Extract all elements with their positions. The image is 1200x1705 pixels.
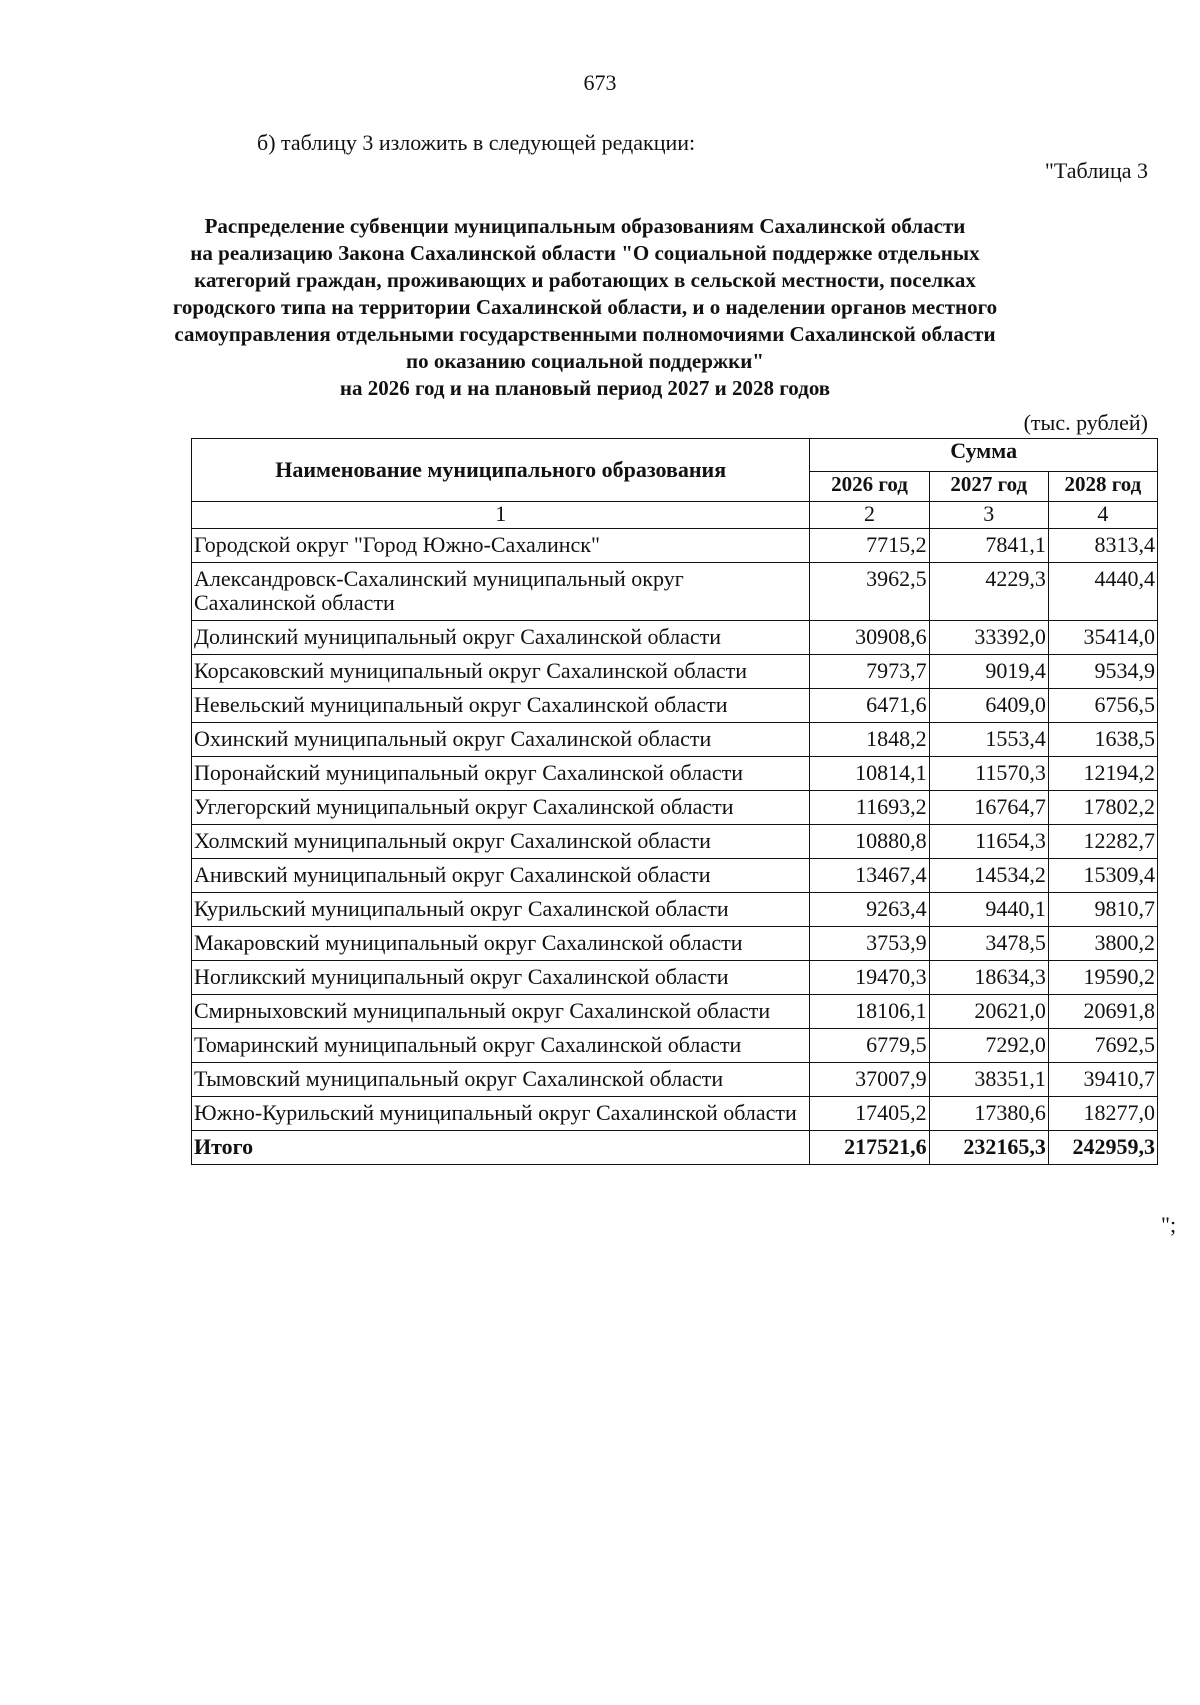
- value-2026: 7973,7: [810, 655, 929, 689]
- header-year-2027: 2027 год: [929, 471, 1048, 501]
- value-2028: 8313,4: [1048, 529, 1157, 563]
- value-2028: 35414,0: [1048, 621, 1157, 655]
- value-2027: 38351,1: [929, 1063, 1048, 1097]
- table-row: [192, 563, 1158, 621]
- total-2028: 242959,3: [1048, 1131, 1157, 1165]
- value-2026: 3753,9: [810, 927, 929, 961]
- header-sum: Сумма: [810, 439, 1158, 472]
- title-line: на 2026 год и на плановый период 2027 и 2028 годов: [339, 376, 831, 400]
- value-2026: 30908,6: [810, 621, 929, 655]
- value-2026: 18106,1: [810, 995, 929, 1029]
- table-row: [192, 529, 1158, 563]
- value-2028: 39410,7: [1048, 1063, 1157, 1097]
- table-row: [192, 791, 1158, 825]
- municipality-name: Углегорский муниципальный округ Сахалинской области: [192, 791, 810, 825]
- value-2028: 9810,7: [1048, 893, 1157, 927]
- value-2027: 11654,3: [929, 825, 1048, 859]
- value-2027: 11570,3: [929, 757, 1048, 791]
- value-2026: 6779,5: [810, 1029, 929, 1063]
- value-2026: 13467,4: [810, 859, 929, 893]
- column-number: 4: [1048, 502, 1157, 529]
- table-row: [192, 1097, 1158, 1131]
- municipality-name: Томаринский муниципальный округ Сахалинской области: [192, 1029, 810, 1063]
- value-2026: 1848,2: [810, 723, 929, 757]
- title-line: по оказанию социальной поддержки": [406, 349, 764, 373]
- table-row: [192, 757, 1158, 791]
- table-row: [192, 859, 1158, 893]
- value-2028: 9534,9: [1048, 655, 1157, 689]
- total-2026: 217521,6: [810, 1131, 929, 1165]
- table-row: [192, 723, 1158, 757]
- total-label: Итого: [192, 1131, 810, 1165]
- municipality-name: Анивский муниципальный округ Сахалинской области: [192, 859, 810, 893]
- value-2028: 12282,7: [1048, 825, 1157, 859]
- value-2028: 3800,2: [1048, 927, 1157, 961]
- table-label: "Таблица 3: [1044, 158, 1148, 183]
- value-2027: 4229,3: [929, 563, 1048, 621]
- title-line: городского типа на территории Сахалинской области, и о наделении органов местного: [172, 295, 998, 319]
- municipality-name: Корсаковский муниципальный округ Сахалинской области: [192, 655, 810, 689]
- value-2028: 20691,8: [1048, 995, 1157, 1029]
- value-2027: 18634,3: [929, 961, 1048, 995]
- table-row: [192, 825, 1158, 859]
- intro-text: б) таблицу 3 изложить в следующей редакции:: [257, 130, 696, 155]
- municipality-name: Невельский муниципальный округ Сахалинской области: [192, 689, 810, 723]
- total-2027: 232165,3: [929, 1131, 1048, 1165]
- value-2028: 15309,4: [1048, 859, 1157, 893]
- title-line: на реализацию Закона Сахалинской области "О социальной поддержке отдельных: [190, 241, 980, 265]
- value-2028: 12194,2: [1048, 757, 1157, 791]
- value-2026: 9263,4: [810, 893, 929, 927]
- municipality-name: Охинский муниципальный округ Сахалинской области: [192, 723, 810, 757]
- value-2027: 9019,4: [929, 655, 1048, 689]
- value-2027: 16764,7: [929, 791, 1048, 825]
- value-2026: 11693,2: [810, 791, 929, 825]
- value-2027: 7841,1: [929, 529, 1048, 563]
- value-2028: 4440,4: [1048, 563, 1157, 621]
- closing-quote: ";: [1161, 1212, 1177, 1237]
- column-number: 1: [192, 502, 810, 529]
- value-2027: 7292,0: [929, 1029, 1048, 1063]
- title-line: категорий граждан, проживающих и работающих в сельской местности, поселках: [194, 268, 976, 292]
- distribution-table: [191, 438, 1158, 1165]
- header-year-2026: 2026 год: [810, 471, 929, 501]
- table-title: [170, 213, 1000, 402]
- value-2027: 14534,2: [929, 859, 1048, 893]
- municipality-name: Макаровский муниципальный округ Сахалинской области: [192, 927, 810, 961]
- total-row: [192, 1131, 1158, 1165]
- municipality-name: Смирныховский муниципальный округ Сахалинской области: [192, 995, 810, 1029]
- value-2027: 1553,4: [929, 723, 1048, 757]
- value-2026: 19470,3: [810, 961, 929, 995]
- column-number: 3: [929, 502, 1048, 529]
- value-2026: 3962,5: [810, 563, 929, 621]
- table-row: [192, 1029, 1158, 1063]
- table-row: [192, 961, 1158, 995]
- header-year-2028: 2028 год: [1048, 471, 1157, 501]
- title-line: самоуправления отдельными государственными полномочиями Сахалинской области: [174, 322, 996, 346]
- table-row: [192, 927, 1158, 961]
- municipality-name: Поронайский муниципальный округ Сахалинской области: [192, 757, 810, 791]
- value-2026: 7715,2: [810, 529, 929, 563]
- value-2026: 10880,8: [810, 825, 929, 859]
- value-2028: 6756,5: [1048, 689, 1157, 723]
- units-label: (тыс. рублей): [1023, 410, 1148, 435]
- page-number: 673: [583, 70, 617, 95]
- title-line: Распределение субвенции муниципальным образованиям Сахалинской области: [204, 214, 966, 238]
- table-row: [192, 689, 1158, 723]
- table-row: [192, 893, 1158, 927]
- value-2027: 6409,0: [929, 689, 1048, 723]
- table-row: [192, 995, 1158, 1029]
- municipality-name: Александровск-Сахалинский муниципальный округ Сахалинской области: [192, 563, 810, 621]
- municipality-name: Холмский муниципальный округ Сахалинской области: [192, 825, 810, 859]
- column-number: 2: [810, 502, 929, 529]
- value-2028: 18277,0: [1048, 1097, 1157, 1131]
- value-2028: 1638,5: [1048, 723, 1157, 757]
- value-2027: 3478,5: [929, 927, 1048, 961]
- table-row: [192, 621, 1158, 655]
- municipality-name: Тымовский муниципальный округ Сахалинской области: [192, 1063, 810, 1097]
- value-2028: 17802,2: [1048, 791, 1157, 825]
- municipality-name: Городской округ "Город Южно-Сахалинск": [192, 529, 810, 563]
- value-2026: 10814,1: [810, 757, 929, 791]
- municipality-name: Ногликский муниципальный округ Сахалинской области: [192, 961, 810, 995]
- value-2028: 7692,5: [1048, 1029, 1157, 1063]
- value-2026: 6471,6: [810, 689, 929, 723]
- table-body: [192, 529, 1158, 1165]
- value-2027: 17380,6: [929, 1097, 1048, 1131]
- value-2028: 19590,2: [1048, 961, 1157, 995]
- municipality-name: Курильский муниципальный округ Сахалинской области: [192, 893, 810, 927]
- value-2027: 20621,0: [929, 995, 1048, 1029]
- table-row: [192, 1063, 1158, 1097]
- header-municipality: Наименование муниципального образования: [192, 439, 810, 502]
- municipality-name: Южно-Курильский муниципальный округ Сахалинской области: [192, 1097, 810, 1131]
- value-2027: 9440,1: [929, 893, 1048, 927]
- table-row: [192, 655, 1158, 689]
- value-2026: 17405,2: [810, 1097, 929, 1131]
- municipality-name: Долинский муниципальный округ Сахалинской области: [192, 621, 810, 655]
- value-2026: 37007,9: [810, 1063, 929, 1097]
- value-2027: 33392,0: [929, 621, 1048, 655]
